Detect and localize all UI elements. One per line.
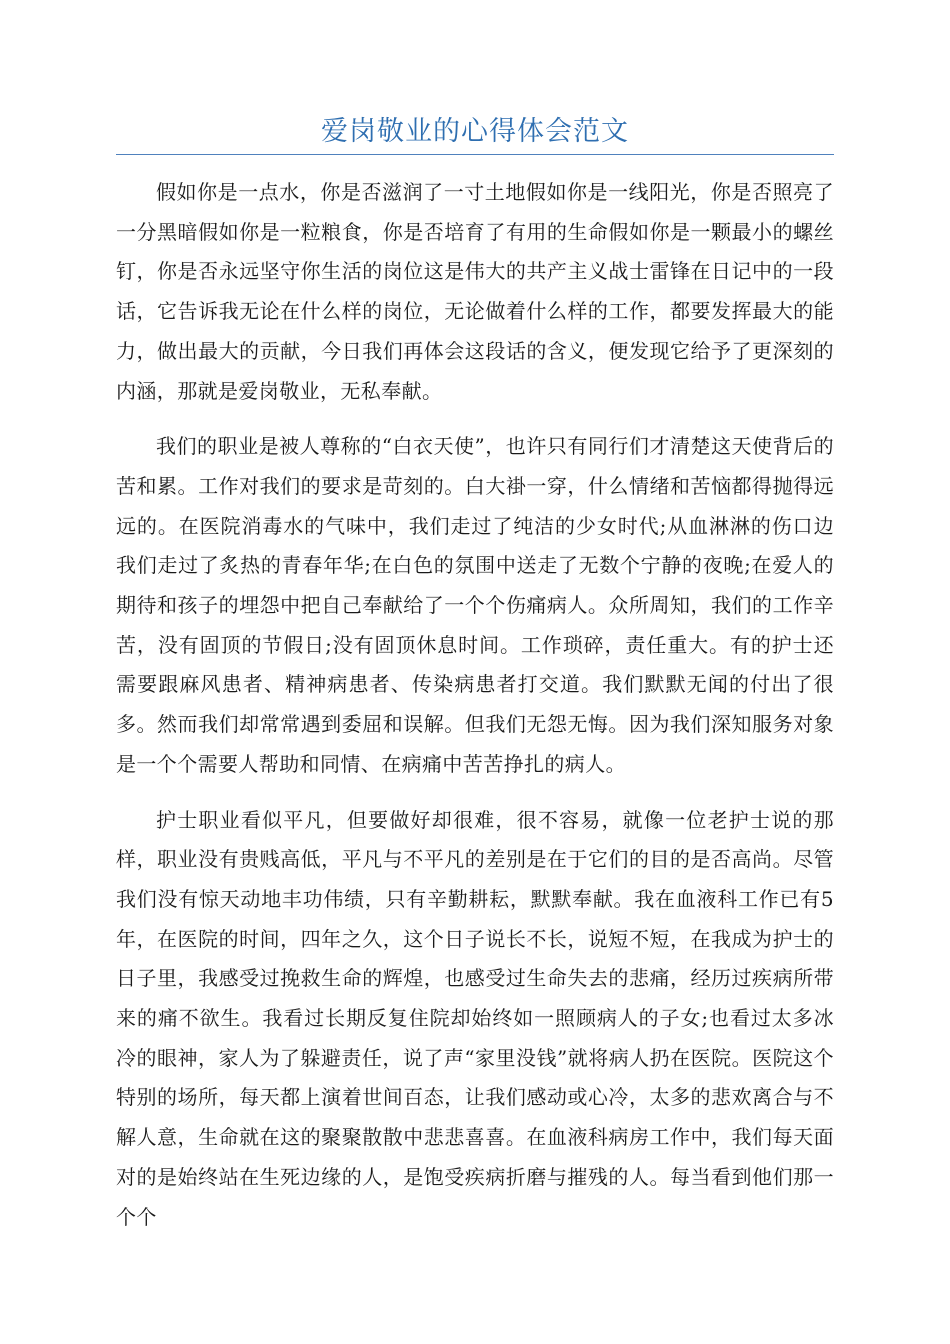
document-title: 爱岗敬业的心得体会范文 — [321, 116, 629, 147]
title-underline — [116, 154, 834, 155]
paragraph-1: 假如你是一点水，你是否滋润了一寸土地假如你是一线阳光，你是否照亮了一分黑暗假如你是一粒粮食，你是否培育了有用的生命假如你是一颗最小的螺丝钉，你是否永远坚守你生活的岗位这是伟大的共产主义战士雷锋在日记中的一段话，它告诉我无论在什么样的岗位，无论做着什么样的工作，都要发挥最大的能力，做出最大的贡献，今日我们再体会这段话的含义，便发现它给予了更深刻的内涵，那就是爱岗敬业，无私奉献。 — [116, 180, 834, 403]
paragraph-2: 我们的职业是被人尊称的“白衣天使”，也许只有同行们才清楚这天使背后的苦和累。工作对我们的要求是苛刻的。白大褂一穿，什么情绪和苦恼都得抛得远远的。在医院消毒水的气味中，我们走过了纯洁的少女时代;从血淋淋的伤口边我们走过了炙热的青春年华;在白色的氛围中送走了无数个宁静的夜晚;在爱人的期待和孩子的埋怨中把自己奉献给了一个个伤痛病人。众所周知，我们的工作辛苦，没有固顶的节假日;没有固顶休息时间。工作琐碎，责任重大。有的护士还需要跟麻风患者、精神病患者、传染病患者打交道。我们默默无闻的付出了很多。然而我们却常常遇到委屈和误解。但我们无怨无悔。因为我们深知服务对象是一个个需要人帮助和同情、在病痛中苦苦挣扎的病人。 — [116, 434, 834, 776]
document-body — [116, 173, 834, 1253]
paragraph-3: 护士职业看似平凡，但要做好却很难，很不容易，就像一位老护士说的那样，职业没有贵贱高低，平凡与不平凡的差别是在于它们的目的是否高尚。尽管我们没有惊天动地丰功伟绩，只有辛勤耕耘，默默奉献。我在血液科工作已有5年，在医院的时间，四年之久，这个日子说长不长，说短不短，在我成为护士的日子里，我感受过挽救生命的辉煌，也感受过生命失去的悲痛，经历过疾病所带来的痛不欲生。我看过长期反复住院却始终如一照顾病人的子女;也看过太多冰冷的眼神，家人为了躲避责任，说了声“家里没钱”就将病人扔在医院。医院这个特别的场所，每天都上演着世间百态，让我们感动或心冷，太多的悲欢离合与不解人意，生命就在这的聚聚散散中悲悲喜喜。在血液科病房工作中，我们每天面对的是始终站在生死边缘的人，是饱受疾病折磨与摧残的人。每当看到他们那一个个 — [116, 807, 834, 1229]
